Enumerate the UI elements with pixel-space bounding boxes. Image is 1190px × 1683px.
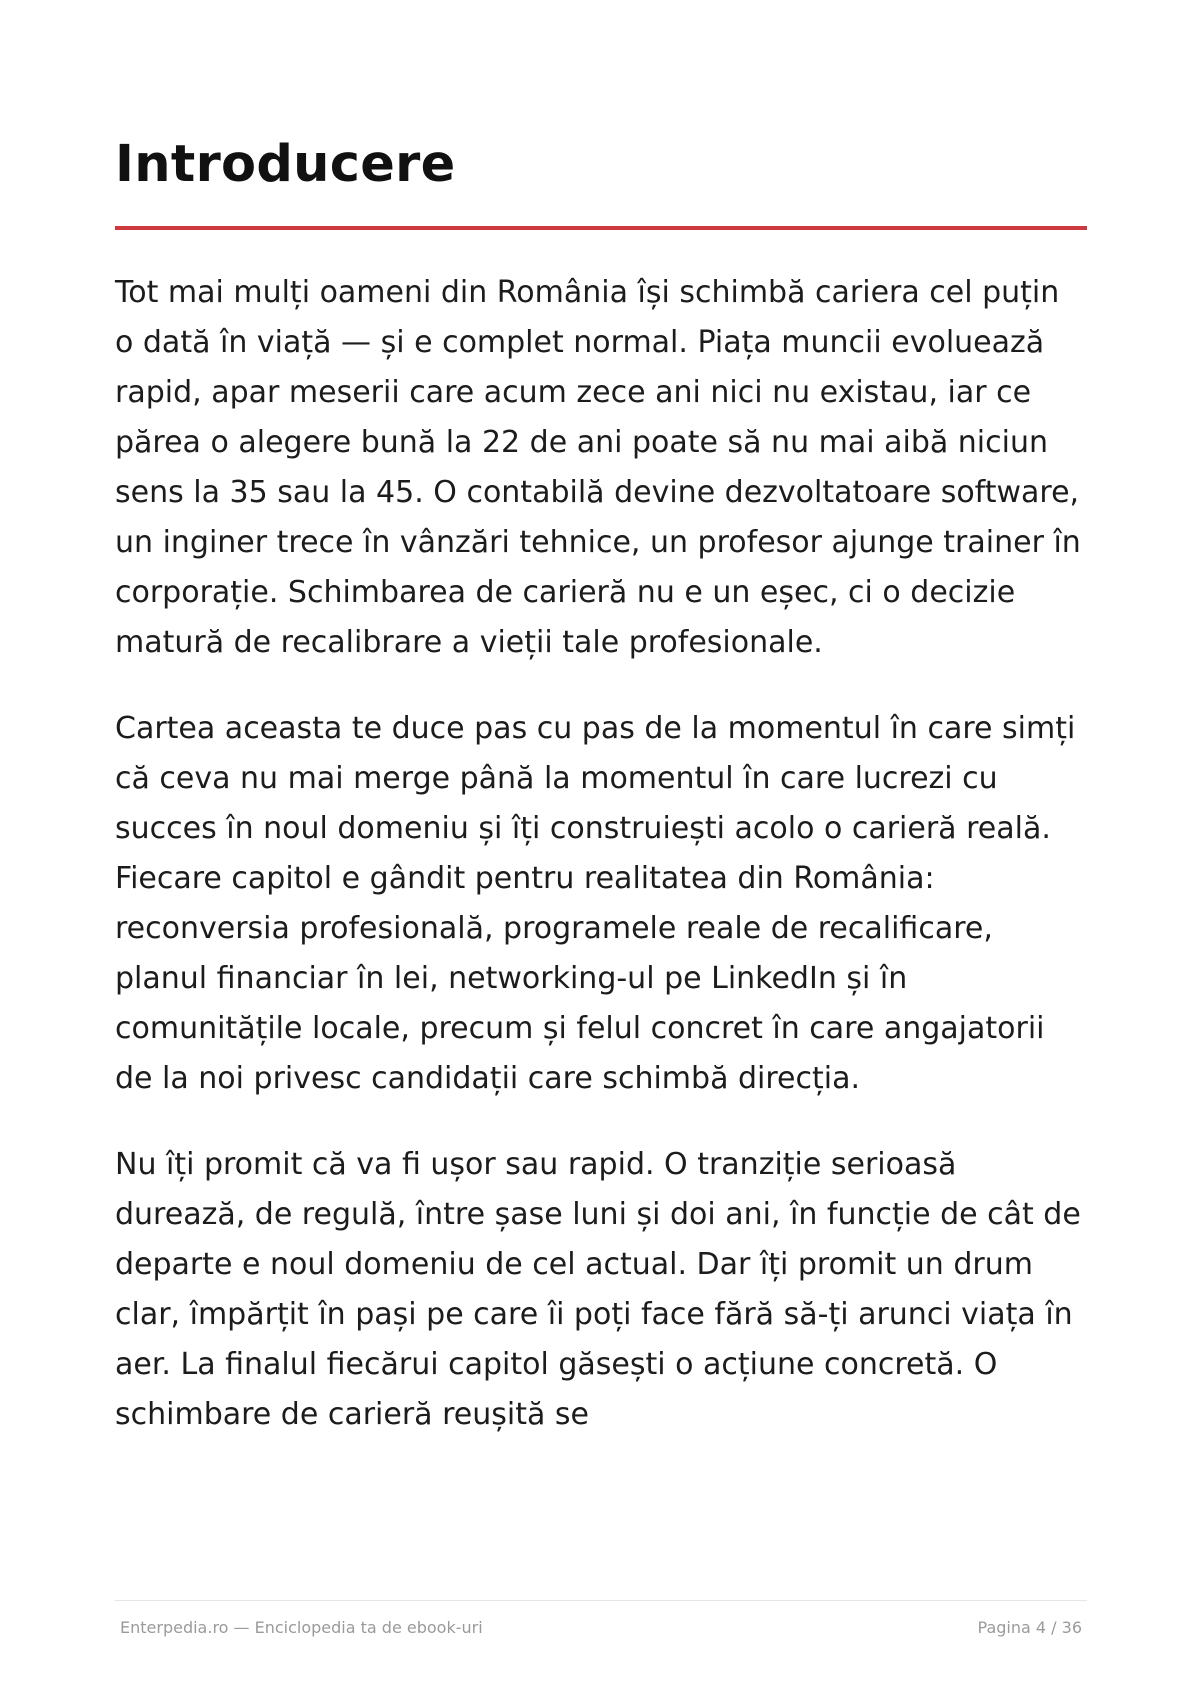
body-paragraph-2: Cartea aceasta te duce pas cu pas de la momentul în care simți că ceva nu mai merge până la momentul în care lucrezi cu succes în noul domeniu și îți construiești acolo o carieră reală. Fiecare capitol e gândit pentru realitatea din România: reconversia profesională, programele reale de recalificare, planul financiar în lei, networking-ul pe LinkedIn și în comunitățile locale, precum și felul concret în care angajatorii de la noi privesc candidații care schimbă direcția. [115, 711, 1076, 1096]
body-paragraph-1: Tot mai mulți oameni din România își schimbă cariera cel puțin o dată în viață — și e complet normal. Piața muncii evoluează rapid, apar meserii care acum zece ani nici nu existau, iar ce părea o alegere bună la 22 de ani poate să nu mai aibă niciun sens la 35 sau la 45. O contabilă devine dezvoltatoare software, un inginer trece în vânzări tehnice, un profesor ajunge trainer în corporație. Schimbarea de carieră nu e un eșec, ci o decizie matură de recalibrare a vieții tale profesionale. [115, 275, 1081, 660]
chapter-body [115, 268, 1087, 1476]
footer-divider [115, 1600, 1087, 1601]
body-paragraph-3: Nu îți promit că va fi ușor sau rapid. O tranziție serioasă durează, de regulă, între șase luni și doi ani, în funcție de cât de departe e noul domeniu de cel actual. Dar îți promit un drum clar, împărțit în pași pe care îi poți face fără să-ți arunci viața în aer. La finalul fiecărui capitol găsești o acțiune concretă. O schimbare de carieră reușită se [115, 1147, 1081, 1432]
footer-source: Enterpedia.ro — Enciclopedia ta de ebook-uri [120, 1618, 483, 1637]
title-divider [115, 226, 1087, 230]
page-number: Pagina 4 / 36 [977, 1618, 1082, 1637]
chapter-title: Introducere [115, 135, 456, 194]
document-page [115, 0, 1087, 1683]
